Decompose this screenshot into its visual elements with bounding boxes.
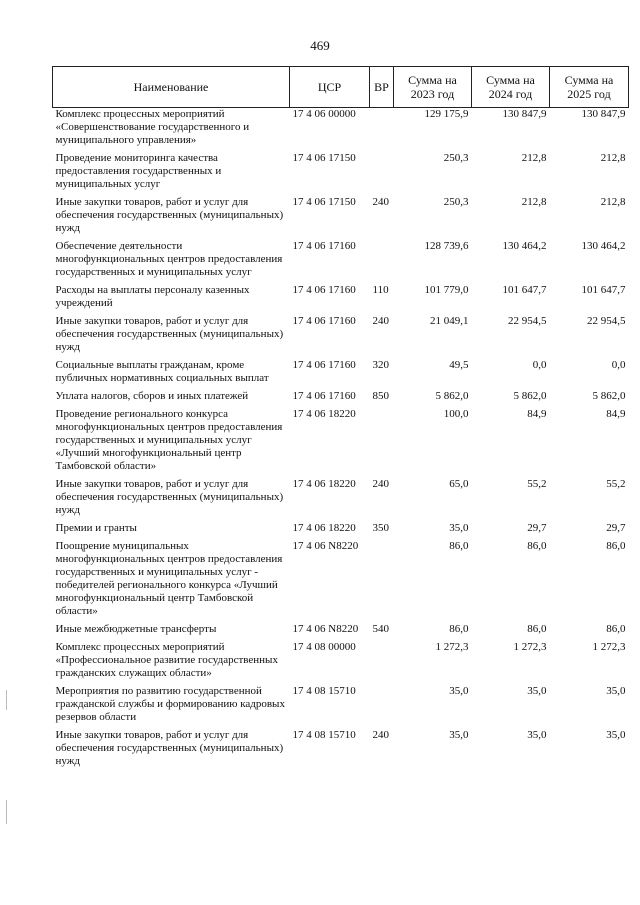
row-name: Социальные выплаты гражданам, кроме публичных нормативных социальных выплат	[55, 359, 269, 384]
table-row	[53, 623, 629, 641]
table-row	[53, 408, 629, 478]
row-sum-2024: 212,8	[521, 196, 547, 208]
header-csr: ЦСР	[290, 67, 370, 108]
row-sum-2025: 55,2	[606, 478, 626, 490]
table-row	[53, 522, 629, 540]
row-vr	[370, 540, 394, 623]
row-vr	[370, 685, 394, 729]
table-body	[53, 108, 629, 774]
row-sum-2025: 86,0	[606, 623, 626, 635]
row-sum-2023: 35,0	[449, 685, 469, 697]
row-vr: 240	[372, 315, 389, 327]
row-sum-2025: 29,7	[606, 522, 626, 534]
row-name: Обеспечение деятельности многофункциональных центров предоставления государственных и муниципальных услуг	[55, 240, 283, 278]
row-sum-2025: 84,9	[606, 408, 626, 420]
row-csr: 17 4 06 17160	[292, 315, 356, 327]
row-csr: 17 4 06 17160	[292, 284, 356, 296]
row-sum-2023: 49,5	[449, 359, 469, 371]
table-row	[53, 390, 629, 408]
row-vr: 320	[372, 359, 389, 371]
row-vr	[370, 641, 394, 685]
row-sum-2023: 250,3	[443, 152, 469, 164]
row-sum-2025: 101 647,7	[581, 284, 626, 296]
row-name: Иные межбюджетные трансферты	[55, 623, 217, 635]
row-name: Комплекс процессных мероприятий «Совершенствование государственного и муниципального управления»	[55, 108, 250, 146]
row-name: Проведение регионального конкурса многофункциональных центров предоставления государственных и муниципальных услуг «Лучший многофункциональный центр Тамбовской области»	[55, 408, 283, 472]
row-sum-2024: 101 647,7	[502, 284, 547, 296]
row-name: Иные закупки товаров, работ и услуг для обеспечения государственных (муниципальных) нужд	[55, 478, 284, 516]
header-sum-2024: Сумма на 2024 год	[472, 67, 550, 108]
row-sum-2024: 55,2	[527, 478, 547, 490]
row-name: Поощрение муниципальных многофункциональных центров предоставления государственных и муниципальных услуг - победителей регионального конкурса «Лучший многофункциональный центр Тамбовской области»	[55, 540, 283, 617]
row-sum-2023: 129 175,9	[424, 108, 469, 120]
row-sum-2024: 22 954,5	[508, 315, 547, 327]
row-name: Уплата налогов, сборов и иных платежей	[55, 390, 249, 402]
row-sum-2024: 86,0	[527, 623, 547, 635]
row-csr: 17 4 06 18220	[292, 522, 356, 534]
row-vr: 240	[372, 478, 389, 490]
row-sum-2024: 29,7	[527, 522, 547, 534]
header-vr: ВР	[370, 67, 394, 108]
row-sum-2024: 84,9	[527, 408, 547, 420]
row-vr	[370, 108, 394, 153]
row-sum-2025: 212,8	[600, 152, 626, 164]
row-sum-2024: 0,0	[532, 359, 547, 371]
row-sum-2023: 1 272,3	[435, 641, 469, 653]
row-sum-2023: 5 862,0	[435, 390, 469, 402]
page-number: 469	[310, 38, 330, 53]
table-row	[53, 540, 629, 623]
row-name: Иные закупки товаров, работ и услуг для обеспечения государственных (муниципальных) нужд	[55, 315, 284, 353]
row-vr: 540	[372, 623, 389, 635]
row-sum-2024: 86,0	[527, 540, 547, 552]
row-name: Комплекс процессных мероприятий «Профессиональное развитие государственных гражданских служащих области»	[55, 641, 278, 679]
row-sum-2024: 35,0	[527, 685, 547, 697]
table-row	[53, 685, 629, 729]
row-sum-2023: 86,0	[449, 623, 469, 635]
row-csr: 17 4 06 17150	[292, 196, 356, 208]
row-vr: 240	[372, 729, 389, 741]
table-row	[53, 108, 629, 153]
row-csr: 17 4 06 N8220	[292, 623, 359, 635]
row-csr: 17 4 06 17160	[292, 240, 356, 252]
row-vr	[370, 152, 394, 196]
scan-margin-mark	[6, 690, 7, 710]
table-header-row	[53, 67, 629, 108]
row-name: Премии и гранты	[55, 522, 137, 534]
row-sum-2024: 130 464,2	[502, 240, 547, 252]
row-name: Иные закупки товаров, работ и услуг для обеспечения государственных (муниципальных) нужд	[55, 196, 284, 234]
row-sum-2025: 35,0	[606, 685, 626, 697]
row-sum-2023: 35,0	[449, 522, 469, 534]
row-vr	[370, 240, 394, 284]
row-sum-2023: 65,0	[449, 478, 469, 490]
row-sum-2024: 212,8	[521, 152, 547, 164]
table-row	[53, 152, 629, 196]
row-sum-2023: 128 739,6	[424, 240, 469, 252]
row-sum-2025: 212,8	[600, 196, 626, 208]
header-sum-2025: Сумма на 2025 год	[550, 67, 629, 108]
row-csr: 17 4 06 18220	[292, 478, 356, 490]
row-sum-2025: 130 847,9	[581, 108, 626, 120]
row-sum-2025: 22 954,5	[587, 315, 626, 327]
row-sum-2024: 130 847,9	[502, 108, 547, 120]
row-csr: 17 4 08 15710	[292, 685, 356, 697]
row-sum-2023: 35,0	[449, 729, 469, 741]
row-vr: 110	[372, 284, 389, 296]
row-csr: 17 4 06 18220	[292, 408, 356, 420]
row-sum-2023: 250,3	[443, 196, 469, 208]
row-vr: 350	[372, 522, 389, 534]
scan-margin-mark	[6, 800, 7, 824]
row-name: Расходы на выплаты персоналу казенных учреждений	[55, 284, 250, 309]
row-sum-2025: 1 272,3	[592, 641, 626, 653]
table-row	[53, 315, 629, 359]
row-sum-2023: 21 049,1	[430, 315, 469, 327]
row-csr: 17 4 08 00000	[292, 641, 356, 653]
row-vr	[370, 408, 394, 478]
row-csr: 17 4 06 17160	[292, 390, 356, 402]
row-name: Мероприятия по развитию государственной гражданской службы и формированию кадровых резервов области	[55, 685, 285, 723]
header-sum-2023: Сумма на 2023 год	[394, 67, 472, 108]
row-sum-2024: 1 272,3	[513, 641, 547, 653]
row-csr: 17 4 06 00000	[292, 108, 356, 120]
row-sum-2024: 5 862,0	[513, 390, 547, 402]
row-csr: 17 4 06 17150	[292, 152, 356, 164]
table-row	[53, 240, 629, 284]
row-csr: 17 4 06 17160	[292, 359, 356, 371]
table-row	[53, 359, 629, 390]
table-row	[53, 284, 629, 315]
row-sum-2025: 0,0	[611, 359, 626, 371]
row-sum-2025: 35,0	[606, 729, 626, 741]
row-name: Иные закупки товаров, работ и услуг для обеспечения государственных (муниципальных) нужд	[55, 729, 284, 767]
row-name: Проведение мониторинга качества предоставления государственных и муниципальных услуг	[55, 152, 222, 190]
budget-table	[52, 66, 629, 773]
row-csr: 17 4 06 N8220	[292, 540, 359, 552]
table-row	[53, 729, 629, 773]
table-row	[53, 196, 629, 240]
row-sum-2025: 130 464,2	[581, 240, 626, 252]
row-sum-2023: 100,0	[443, 408, 469, 420]
row-sum-2025: 5 862,0	[592, 390, 626, 402]
row-vr: 850	[372, 390, 389, 402]
header-name: Наименование	[53, 67, 290, 108]
row-csr: 17 4 08 15710	[292, 729, 356, 741]
row-vr: 240	[372, 196, 389, 208]
row-sum-2023: 86,0	[449, 540, 469, 552]
row-sum-2023: 101 779,0	[424, 284, 469, 296]
row-sum-2024: 35,0	[527, 729, 547, 741]
row-sum-2025: 86,0	[606, 540, 626, 552]
table-row	[53, 478, 629, 522]
table-row	[53, 641, 629, 685]
